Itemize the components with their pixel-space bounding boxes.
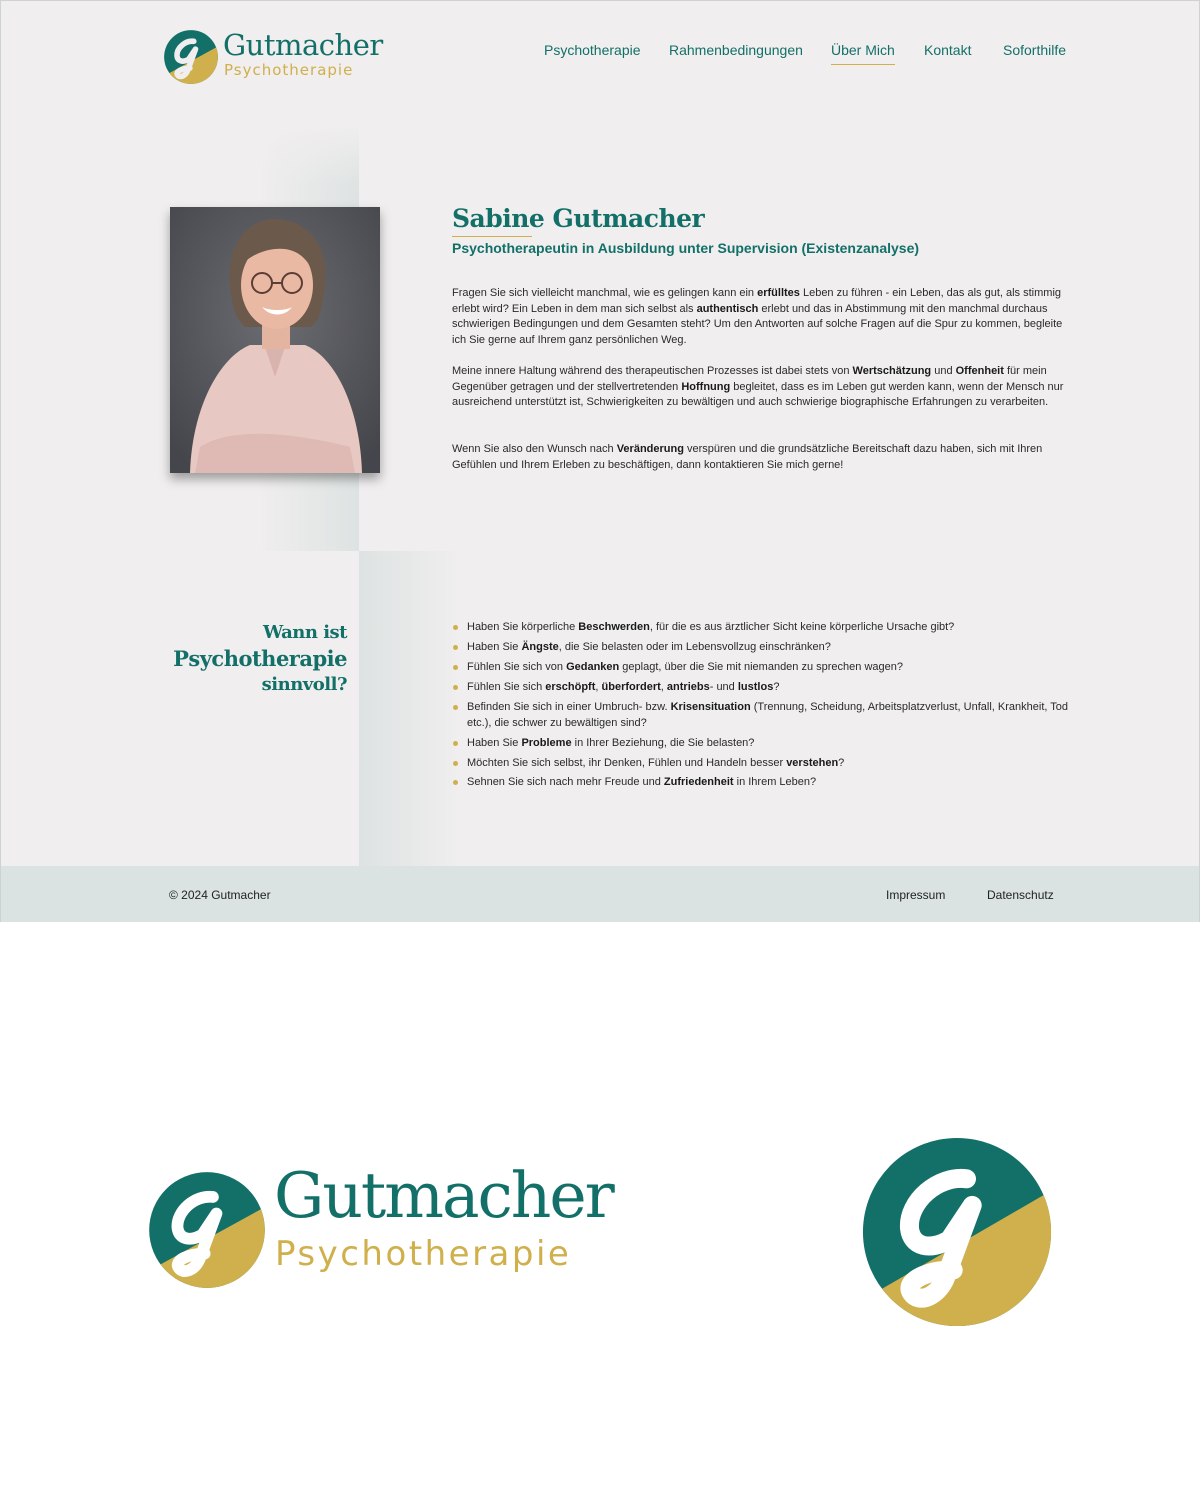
text-segment: Fühlen Sie sich [467,680,546,693]
emphasized-text: Gedanken [566,660,620,673]
emphasized-text: lustlos [737,680,774,693]
nav-item-kontakt[interactable]: Kontakt [924,42,972,58]
emphasized-text: Veränderung [616,443,684,455]
list-item [452,700,1072,731]
text-segment: Haben Sie körperliche [467,621,579,633]
text-segment: begleitet, dass es im Leben gut werden kann, wenn der Mensch nur ausreichend unterstützt ist, Schwierigkeiten zu bewältigen und auch schwierige biographische Erfahrungen zu verarbeiten. [452,380,1064,409]
text-segment: Leben zu führen - ein Leben, das als gut, als stimmig erlebt wird? Ein Leben in dem man sich selbst als [452,287,1062,315]
emphasized-text: antriebs [666,680,710,693]
emphasized-text: verstehen [786,756,839,769]
emphasized-text: Hoffnung [681,380,731,393]
portrait-photo [170,207,380,473]
intro-paragraph [452,286,1072,348]
list-item [452,680,1072,696]
list-item [452,756,1072,772]
logo-tagline: Psychotherapie [275,1234,572,1274]
text-segment: , [660,680,667,693]
question-heading-line: sinnvoll? [261,674,347,695]
text-segment: Fühlen Sie sich von [467,660,567,673]
text-segment: und [931,365,956,377]
list-item [452,736,1072,752]
title-underline [452,236,532,237]
footer-link-datenschutz[interactable]: Datenschutz [987,888,1054,902]
text-segment: erlebt und das in Abstimmung mit den manchmal durchaus schwierigen Bedingungen und dem Gesamten steht? Um den Antworten auf solche Fragen auf die Spur zu kommen, begleite ich Sie gerne auf Ihrem ganz persönlichen Weg. [452,302,1063,346]
text-segment: ? [838,756,845,769]
g-monogram-icon [862,1137,1052,1327]
logo-full [146,1159,636,1295]
intro-paragraph [452,364,1072,411]
list-item [452,640,1072,656]
text-segment: (Trennung, Scheidung, Arbeitsplatzverlust, Unfall, Krankheit, Tod etc.), die schwer zu bewältigen sind? [467,700,1069,729]
nav-item-ueber-mich[interactable]: Über Mich [831,42,895,58]
decorative-column [359,551,459,866]
page-title: Sabine Gutmacher [452,204,705,233]
text-segment: - und [709,680,738,693]
nav-item-rahmenbedingungen[interactable]: Rahmenbedingungen [669,42,803,58]
nav-item-soforthilfe[interactable]: Soforthilfe [1003,42,1067,58]
text-segment: in Ihrer Beziehung, die Sie belasten? [571,736,755,749]
text-segment: ? [773,680,780,693]
footer-link-impressum[interactable]: Impressum [886,888,946,902]
emphasized-text: Krisensituation [670,700,751,713]
site-logo[interactable] [161,28,401,88]
emphasized-text: erfülltes [757,287,800,299]
text-segment: für mein Gegenüber getragen und der stellvertretenden [452,365,1047,393]
text-segment: Möchten Sie sich selbst, ihr Denken, Fühlen und Handeln besser [467,756,787,769]
emphasized-text: Offenheit [955,365,1004,377]
g-monogram-icon [148,1171,266,1289]
logo-wordmark: Gutmacher [274,1159,613,1232]
list-item [452,775,1072,791]
text-segment: Meine innere Haltung während des therapeutischen Prozesses ist dabei stets von [452,365,853,377]
text-segment: Haben Sie [467,736,522,749]
text-segment: Fragen Sie sich vielleicht manchmal, wie es gelingen kann ein [452,287,758,299]
text-segment: , für die es aus ärztlicher Sicht keine körperliche Ursache gibt? [649,621,955,633]
logo-tagline: Psychotherapie [224,61,354,79]
site-footer [1,866,1200,922]
intro-paragraph [452,442,1072,473]
text-segment: , [595,680,602,693]
text-segment: Befinden Sie sich in einer Umbruch- bzw. [467,700,671,713]
emphasized-text: erschöpft [545,680,596,693]
emphasized-text: überfordert [601,680,661,693]
emphasized-text: Wertschätzung [852,365,932,377]
emphasized-text: Zufriedenheit [663,776,734,789]
list-item [452,620,1072,636]
emphasized-text: Ängste [521,640,559,653]
nav-item-psychotherapie[interactable]: Psychotherapie [544,42,641,58]
text-segment: Haben Sie [467,640,522,653]
question-heading-line: Psychotherapie [173,646,347,671]
main-nav [521,41,1081,67]
list-item [452,660,1072,676]
text-segment: , die Sie belasten oder im Lebensvollzug einschränken? [558,640,831,653]
emphasized-text: Beschwerden [578,621,650,633]
emphasized-text: authentisch [696,302,759,315]
emphasized-text: Probleme [521,736,572,749]
g-monogram-icon [163,29,219,85]
logo-wordmark: Gutmacher [223,28,383,62]
text-segment: geplagt, über die Sie mit niemanden zu sprechen wagen? [619,660,903,673]
text-segment: in Ihrem Leben? [733,776,817,789]
question-heading [151,621,347,697]
question-heading-line: Wann ist [262,622,347,643]
text-segment: Wenn Sie also den Wunsch nach [452,443,617,455]
page-subtitle: Psychotherapeutin in Ausbildung unter Supervision (Existenzanalyse) [452,240,920,256]
copyright-text: © 2024 Gutmacher [169,888,271,902]
text-segment: verspüren und die grundsätzliche Bereitschaft dazu haben, sich mit Ihren Gefühlen und Ihrem Erleben zu beschäftigen, dann kontaktieren Sie mich gerne! [452,443,1043,471]
text-segment: Sehnen Sie sich nach mehr Freude und [467,776,664,789]
question-list [452,620,1072,795]
